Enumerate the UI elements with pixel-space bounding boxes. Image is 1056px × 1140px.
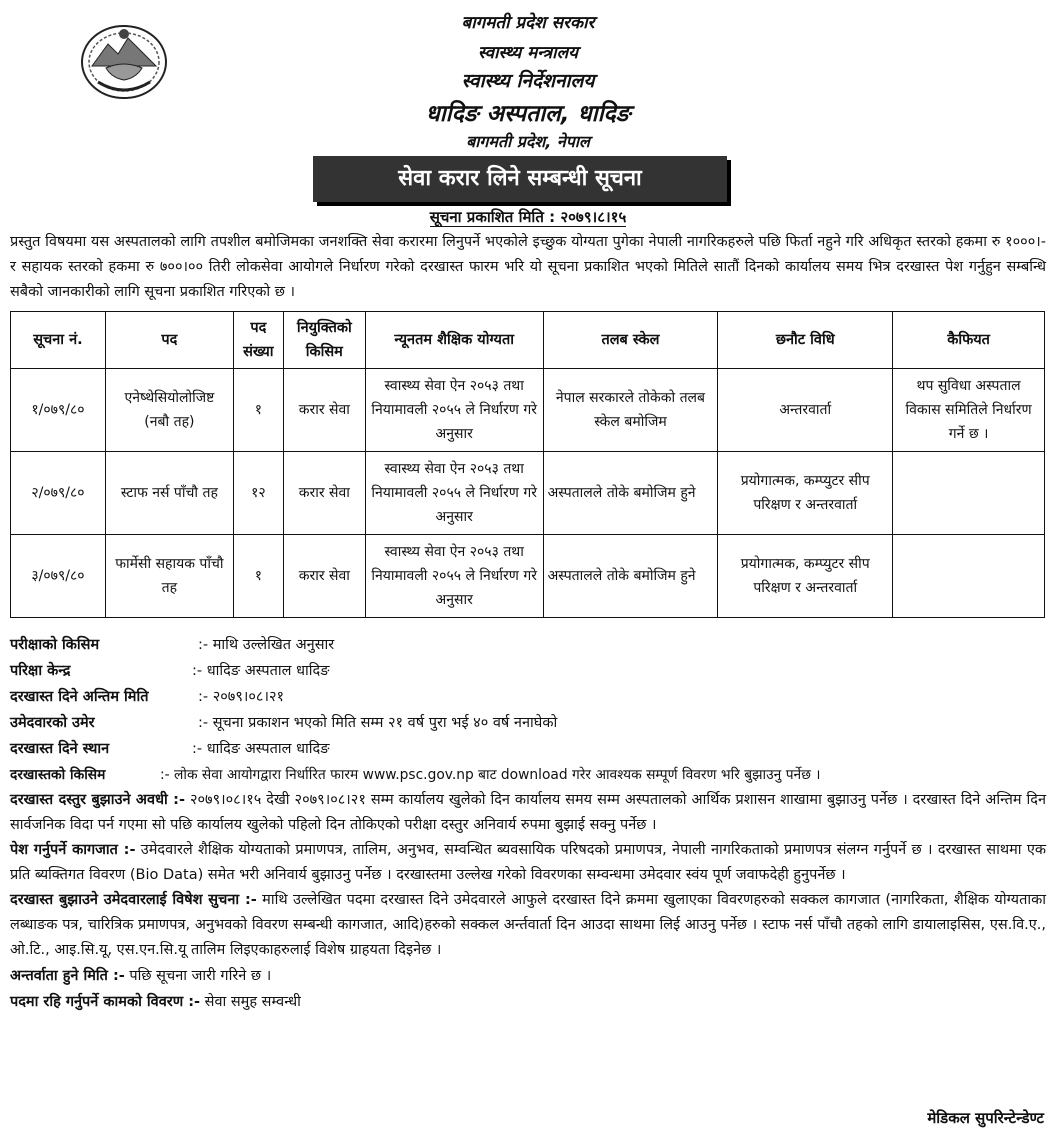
detail-value: :- लोक सेवा आयोगद्वारा निर्धारित फारम www.psc.gov.np बाट download गरेर आवश्यक सम्पूर्ण विवरण भरि बुझाउनु पर्नेछ ।	[160, 767, 821, 783]
detail-label: अन्तर्वाता हुने मिति :-	[10, 968, 125, 984]
detail-value: :- माथि उल्लेखित अनुसार	[198, 637, 335, 653]
cell-selection-method: अन्तरवार्ता	[718, 369, 893, 452]
header-appointment-type: नियुक्तिको किसिम	[283, 312, 365, 369]
detail-deadline	[10, 684, 1046, 710]
published-date: सूचना प्रकाशित मिति : २०७९।८।१५	[429, 208, 627, 226]
cell-salary-scale: नेपाल सरकारले तोकेको तलब स्केल बमोजिम	[543, 369, 718, 452]
detail-label: दरखास्त बुझाउने उमेदवारलाई विषेश सुचना :-	[10, 892, 257, 908]
cell-salary-scale: अस्पतालले तोके बमोजिम हुने	[543, 452, 718, 535]
cell-min-qualification: स्वास्थ्य सेवा ऐन २०५३ तथा नियामावली २०५५ ले निर्धारण गरे अनुसार	[365, 369, 543, 452]
cell-min-qualification: स्वास्थ्य सेवा ऐन २०५३ तथा नियामावली २०५५ ले निर्धारण गरे अनुसार	[365, 535, 543, 618]
cell-appointment-type: करार सेवा	[283, 369, 365, 452]
cell-notice-no: २/०७९/८०	[11, 452, 106, 535]
detail-label: उमेदवारको उमेर	[10, 715, 95, 731]
header-selection-method: छनौट विधि	[718, 312, 893, 369]
detail-place	[10, 736, 1046, 762]
table-row	[11, 369, 1045, 452]
details-section	[10, 632, 1046, 1015]
detail-value: सेवा समुह सम्वन्धी	[200, 994, 301, 1010]
detail-label: दरखास्त दिने अन्तिम मिति	[10, 689, 149, 705]
detail-label: पदमा रहि गर्नुपर्ने कामको विवरण :-	[10, 994, 201, 1010]
header-min-qualification: न्यूनतम शैक्षिक योग्यता	[365, 312, 543, 369]
detail-label: दरखास्त दिने स्थान	[10, 741, 110, 757]
detail-label: परीक्षाको किसिम	[10, 637, 100, 653]
detail-value: उमेदवारले शैक्षिक योग्यताको प्रमाणपत्र, तालिम, अनुभव, सम्वन्धित ब्यवसायिक परिषदको प्रमाणपत्र, नेपाली नागरिकताको प्रमाणपत्र संलग्न गर्नुपर्ने छ । दरखास्त साथमा एक प्रति ब्यक्तिगत विवरण (Bio Data) समेत भरी अनिवार्य बुझाउनु पर्नेछ । दरखास्तमा उल्लेख गरेको विवरणका सम्वन्धमा उमेदवार स्वंय पूर्ण जवाफदेही हुनुपर्नेछ ।	[10, 842, 1046, 883]
notice-title: सेवा करार लिने सम्बन्धी सूचना	[313, 156, 727, 202]
detail-label: परिक्षा केन्द्र	[10, 663, 71, 679]
government-name: बागमती प्रदेश सरकार	[461, 13, 595, 33]
cell-appointment-type: करार सेवा	[283, 452, 365, 535]
table-row	[11, 535, 1045, 618]
detail-label: दरखास्त दस्तुर बुझाउने अवधी :-	[10, 792, 185, 808]
cell-remarks	[893, 452, 1045, 535]
detail-value: :- सूचना प्रकाशन भएको मिति सम्म २१ वर्ष पुरा भई ४० वर्ष ननाघेको	[198, 715, 558, 731]
cell-post: फार्मेसी सहायक पाँचौ तह	[105, 535, 233, 618]
table-row	[11, 452, 1045, 535]
cell-remarks: थप सुविधा अस्पताल विकास समितिले निर्धारण गर्ने छ ।	[893, 369, 1045, 452]
header-remarks: कैफियत	[893, 312, 1045, 369]
cell-min-qualification: स्वास्थ्य सेवा ऐन २०५३ तथा नियामावली २०५५ ले निर्धारण गरे अनुसार	[365, 452, 543, 535]
hospital-location: बागमती प्रदेश, नेपाल	[466, 132, 590, 151]
detail-value: :- धादिङ अस्पताल धादिङ	[192, 741, 330, 757]
cell-post: स्टाफ नर्स पाँचौ तह	[105, 452, 233, 535]
table-header-row	[11, 312, 1045, 369]
hospital-name: धादिङ अस्पताल, धादिङ	[425, 101, 631, 127]
header-salary-scale: तलब स्केल	[543, 312, 718, 369]
detail-label: पेश गर्नुपर्ने कागजात :-	[10, 842, 136, 858]
detail-work-description	[10, 989, 1046, 1015]
cell-post-count: १	[233, 535, 283, 618]
cell-notice-no: १/०७९/८०	[11, 369, 106, 452]
cell-selection-method: प्रयोगात्मक, कम्प्युटर सीप परिक्षण र अन्तरवार्ता	[718, 535, 893, 618]
header-post: पद	[105, 312, 233, 369]
header-post-count: पद संख्या	[233, 312, 283, 369]
detail-exam-type	[10, 632, 1046, 658]
detail-value: :- २०७९।०८।२१	[198, 689, 285, 705]
detail-label: दरखास्तको किसिम	[10, 767, 106, 783]
detail-age	[10, 710, 1046, 736]
ministry-name: स्वास्थ्य मन्त्रालय	[478, 43, 578, 63]
detail-documents	[10, 838, 1046, 888]
cell-appointment-type: करार सेवा	[283, 535, 365, 618]
detail-value: पछि सूचना जारी गरिने छ ।	[124, 968, 272, 984]
detail-special-notice	[10, 888, 1046, 963]
detail-fee	[10, 788, 1046, 838]
published-date-line	[0, 207, 1056, 227]
detail-value: माथि उल्लेखित पदमा दरखास्त दिने उमेदवारले आफुले दरखास्त दिने क्रममा खुलाएका विवरणहरुको सक्कल कागजात (नागरिकता, शैक्षिक योग्यताका लब्धाङक पत्र, चारित्रिक प्रमाणपत्र, अनुभवको विवरण सम्बन्धी कागजात, आदि)हरुको सक्कल अर्न्तवार्ता दिन आउदा साथमा लिई आउनु पर्नेछ । स्टाफ नर्स पाँचौ तहको लागि डायालाइसिस, एस.वि.ए., ओ.टि., आइ.सि.यू, एस.एन.सि.यू तालिम लिइएकाहरुलाई विशेष ग्राहयता दिइनेछ ।	[10, 892, 1046, 958]
intro-paragraph: प्रस्तुत विषयमा यस अस्पतालको लागि तपशील बमोजिमका जनशक्ति सेवा करारमा लिनुपर्ने भएकोले इच्छुक योग्यता पुगेका नेपाली नागरिकहरुले पछि फिर्ता नहुने गरि अधिकृत स्तरको हकमा रु १०००।- र सहायक स्तरको हकमा रु ७००।०० तिरी लोकसेवा आयोगले निर्धारण गरेको दरखास्त फारम भरि यो सूचना प्रकाशित भएको मितिले सातौं दिनको कार्यालय समय भित्र दरखास्त पेश गर्नुहुन सम्बन्धि सबैको जानकारीको लागि सूचना प्रकाशित गरिएको छ ।	[10, 234, 1046, 300]
cell-selection-method: प्रयोगात्मक, कम्प्युटर सीप परिक्षण र अन्तरवार्ता	[718, 452, 893, 535]
signature-title: मेडिकल सुपरिन्टेन्डेण्ट	[927, 1109, 1044, 1127]
cell-salary-scale: अस्पतालले तोके बमोजिम हुने	[543, 535, 718, 618]
detail-interview-date	[10, 963, 1046, 989]
detail-value: २०७९।०८।१५ देखी २०७९।०८।२१ सम्म कार्यालय खुलेको दिन कार्यालय समय सम्म अस्पतालको आर्थिक प्रशासन शाखामा बुझाउनु पर्नेछ । दरखास्त दिने अन्तिम दिन सार्वजनिक विदा पर्न गएमा सो पछि कार्यालय खुलेको पहिलो दिन तोकिएको परीक्षा दस्तुर अनिवार्य रुपमा बुझाई सक्नु पर्नेछ ।	[10, 792, 1047, 833]
directorate-name: स्वास्थ्य निर्देशनालय	[461, 70, 595, 92]
cell-post-count: १२	[233, 452, 283, 535]
cell-notice-no: ३/०७९/८०	[11, 535, 106, 618]
detail-form-type	[10, 762, 1046, 788]
cell-remarks	[893, 535, 1045, 618]
cell-post: एनेष्थेसियोलोजिष्ट (नबौ तह)	[105, 369, 233, 452]
detail-exam-center	[10, 658, 1046, 684]
detail-value: :- धादिङ अस्पताल धादिङ	[192, 663, 330, 679]
vacancy-table	[10, 311, 1045, 618]
cell-post-count: १	[233, 369, 283, 452]
header-notice-no: सूचना नं.	[11, 312, 106, 369]
